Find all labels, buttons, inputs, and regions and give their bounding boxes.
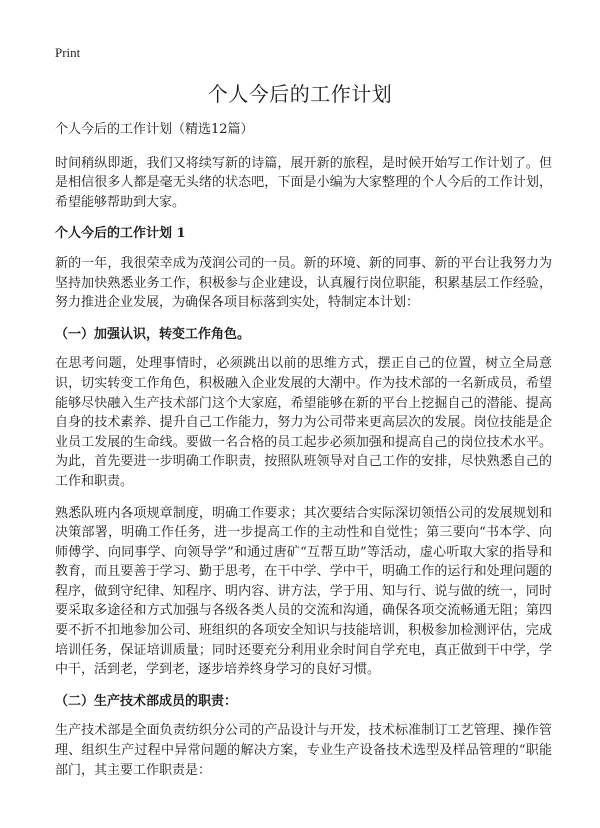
print-link[interactable]: Print [55,45,81,60]
part2-paragraph-1: 生产技术部是全面负责纺织分公司的产品设计与开发，技术标准制订工艺管理、操作管理、组织生产过程中异常问题的解决方案，专业生产设备技术选型及样品管理的“职能部门，其主要工作职责是： [55,723,552,778]
part2-heading: （二）生产技术部成员的职责： [55,693,238,709]
part1-paragraph-2: 熟悉队班内各项规章制度，明确工作要求；其次要结合实际深切领悟公司的发展规划和决策部署，明确工作任务，进一步提高工作的主动性和自觉性；第三要向“书本学、向师傅学、向同事学、向领导学”和通过唐矿“互帮互助”等活动，虚心听取大家的指导和教育，而且要善于学习、勤于思考，在干中学、学中干，明确工作的运行和处理问题的程序，做到守纪律、知程序、明内容、讲方法，学于用、知与行、说与做的统一，同时要采取多途径和方式加强与各级各类人员的交流和沟通，确保各项交流畅通无阻；第四要不折不扣地参加公司、班组织的各项安全知识与技能培训，积极参加检测评估，完成培训任务，保证培训质量；同时还要充分利用业余时间自学充电，真正做到干中学，学中干，活到老，学到老，逐步培养终身学习的良好习惯。 [55,505,552,678]
document-title: 个人今后的工作计划 [207,82,393,106]
document-body [55,120,552,792]
document-subtitle: 个人今后的工作计划（精选12篇） [55,122,254,137]
intro-paragraph: 时间稍纵即逝，我们又将续写新的诗篇，展开新的旅程，是时候开始写工作计划了。但是相信很多人都是毫无头绪的状态吧，下面是小编为大家整理的个人今后的工作计划，希望能够帮助到大家。 [55,155,552,210]
part1-heading: （一）加强认识，转变工作角色。 [55,326,251,342]
section-heading: 个人今后的工作计划 1 [55,226,186,242]
section-intro-paragraph: 新的一年，我很荣幸成为茂润公司的一员。新的环境、新的同事、新的平台让我努力为坚持加快熟悉业务工作，积极参与企业建设，认真履行岗位职能，积累基层工作经验，努力推进企业发展，为确保各项目标落到实处，特制定本计划： [55,255,552,311]
part1-paragraph-1: 在思考问题，处理事情时，必须跳出以前的思维方式，摆正自己的位置，树立全局意识，切实转变工作角色，积极融入企业发展的大潮中。作为技术部的一名新成员，希望能够尽快融入生产技术部门这个大家庭，希望能够在新的平台上挖掘自己的潜能、提高自身的技术素养、提升自己工作能力，努力为公司带来更高层次的发展。岗位技能是企业员工发展的生命线。要做一名合格的员工起步必须加强和提高自己的岗位技术水平。为此，首先要进一步明确工作职责，按照队班领导对自己工作的安排，尽快熟悉自己的工作和职责。 [55,356,552,489]
